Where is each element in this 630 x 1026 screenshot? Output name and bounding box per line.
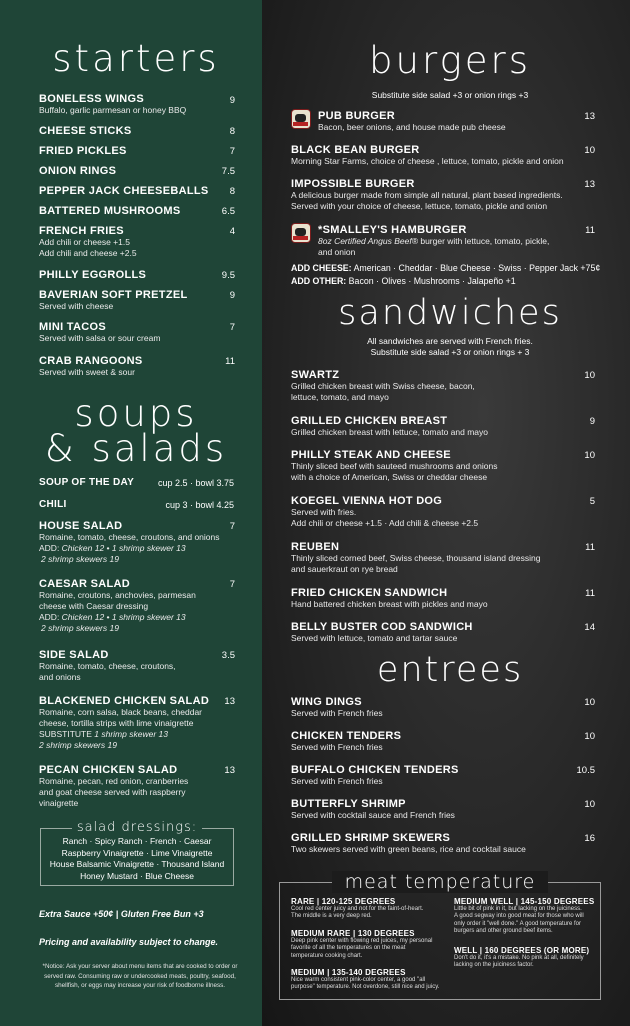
item-name: FRIED PICKLES: [39, 145, 127, 157]
pricing-note: Pricing and availability subject to change.: [39, 937, 219, 947]
item-name: CHICKEN TENDERS: [291, 730, 402, 742]
item-name: CAESAR SALAD: [39, 578, 130, 590]
add-options: 2 shrimp skewers 19: [39, 740, 117, 750]
item-price: 7: [229, 521, 235, 532]
meat-medium-rare: [291, 929, 443, 960]
menu-item: [291, 144, 564, 167]
item-desc: Grilled chicken breast with lettuce, tomato and mayo: [291, 427, 489, 437]
item-desc: lettuce, tomato, and mayo: [291, 392, 389, 402]
item-price: 9.5: [221, 270, 235, 281]
sandwiches-subtitle: [290, 336, 610, 358]
add-options: 2 shrimp skewers 19: [41, 554, 119, 564]
add-cheese-label: ADD CHEESE:: [291, 263, 352, 273]
item-desc: Served with cocktail sauce and French fries: [291, 810, 455, 820]
add-cheese-options: American · Cheddar · Blue Cheese · Swiss · Pepper Jack +75¢: [351, 263, 601, 273]
temp-heading: WELL | 160 DEGREES (OR MORE): [454, 946, 590, 955]
item-desc: and onion: [318, 247, 356, 257]
item-desc: Grilled chicken breast with Swiss cheese, bacon,: [291, 381, 475, 391]
temp-desc: Nice warm consistent pink-color center, a good "all: [291, 977, 426, 983]
item-price: 11: [225, 356, 235, 367]
item-desc: and sauerkraut on rye bread: [291, 564, 398, 574]
menu-item: [39, 520, 220, 565]
item-name: PECAN CHICKEN SALAD: [39, 764, 178, 776]
meat-medium-well: [454, 897, 599, 935]
item-price: 3.5: [221, 650, 235, 661]
item-desc: Bacon, beer onions, and house made pub cheese: [318, 122, 506, 132]
item-name: GRILLED CHICKEN BREAST: [291, 415, 448, 427]
item-price: 11: [585, 542, 595, 553]
item-name: *SMALLEY'S HAMBURGER: [318, 224, 467, 236]
item-desc: cheese, tortilla strips with lime vinaigrette: [39, 718, 194, 728]
subtitle-line: Substitute side salad +3 or onion rings + 3: [370, 347, 530, 357]
temp-desc: burgers and other ground beef items.: [454, 927, 553, 934]
item-price: 13: [584, 179, 595, 190]
item-name: FRENCH FRIES: [39, 225, 124, 237]
item-desc: Add chili or cheese +1.5 · Add chili & cheese +2.5: [291, 518, 479, 528]
entrees-heading: entrees: [376, 650, 524, 690]
dressings-list: [42, 836, 232, 882]
dressing-line: Ranch · Spicy Ranch · French · Caesar: [62, 836, 212, 846]
item-price: 10: [584, 731, 595, 742]
item-price: 9: [229, 95, 235, 106]
item-name: REUBEN: [291, 541, 340, 553]
notice-text: [30, 962, 250, 991]
item-desc: vinaigrette: [39, 798, 79, 808]
menu-item: [291, 449, 497, 483]
item-desc: Served with French fries: [291, 742, 383, 752]
item-name: PUB BURGER: [318, 110, 395, 122]
temp-desc: Little bit of pink in it, but lacking on the juiciness.: [454, 906, 582, 912]
item-desc-italic: 8oz Certified Angus Beef®: [318, 236, 418, 246]
item-price: 7.5: [221, 166, 235, 177]
item-desc: and goat cheese served with raspberry: [39, 787, 186, 797]
item-name: GRILLED SHRIMP SKEWERS: [291, 832, 451, 844]
item-price: 7: [229, 579, 235, 590]
item-price: 13: [224, 765, 235, 776]
item-name: PHILLY STEAK AND CHEESE: [291, 449, 451, 461]
salads-heading: & salads: [44, 427, 228, 470]
item-desc: Romaine, croutons, anchovies, parmesan: [39, 590, 196, 600]
dressing-line: House Balsamic Vinaigrette · Thousand Island: [49, 859, 225, 869]
item-name: BAVERIAN SOFT PRETZEL: [39, 289, 188, 301]
meat-medium: [291, 968, 443, 992]
menu-item: [39, 695, 209, 751]
item-desc: Romaine, corn salsa, black beans, cheddar: [39, 707, 203, 717]
menu-item: [291, 415, 488, 438]
certified-beef-logo: [291, 223, 311, 243]
temp-heading: MEDIUM WELL | 145-150 DEGREES: [454, 897, 595, 906]
menu-item: [291, 178, 563, 212]
item-price: 6.5: [221, 206, 235, 217]
item-desc: Served with lettuce, tomato and tartar sauce: [291, 633, 458, 643]
menu-item: [291, 832, 526, 855]
item-desc: Thinly sliced corned beef, Swiss cheese, thousand island dressing: [291, 553, 541, 563]
menu-item: [291, 730, 401, 753]
item-price: 10.5: [576, 765, 595, 776]
item-name: KOEGEL VIENNA HOT DOG: [291, 495, 443, 507]
item-price: 13: [584, 111, 595, 122]
item-desc: Romaine, tomato, cheese, croutons, and onions: [39, 532, 220, 542]
temp-heading: RARE | 120-125 DEGREES: [291, 897, 396, 906]
add-options: 1 shrimp skewer 13: [94, 729, 168, 739]
item-name: PEPPER JACK CHEESEBALLS: [39, 185, 209, 197]
item-name: BLACKENED CHICKEN SALAD: [39, 695, 210, 707]
burgers-subtitle: Substitute side salad +3 or onion rings +3: [371, 90, 529, 100]
item-desc: burger with lettuce, tomato, pickle,: [417, 236, 550, 246]
item-price: 10: [584, 697, 595, 708]
menu-item: [39, 289, 188, 312]
item-desc: Served with salsa or sour cream: [39, 333, 161, 343]
item-name: CRAB RANGOONS: [39, 355, 143, 367]
meat-temperature-title: meat temperature: [332, 871, 548, 893]
extra-sauce-note: Extra Sauce +50¢ | Gluten Free Bun +3: [39, 909, 204, 919]
starters-heading: starters: [52, 37, 220, 80]
item-name: BATTERED MUSHROOMS: [39, 205, 181, 217]
item-price: 4: [229, 226, 235, 237]
dressing-line: Honey Mustard · Blue Cheese: [80, 870, 194, 881]
add-other-label: ADD OTHER:: [291, 276, 347, 286]
certified-beef-logo: [291, 109, 311, 129]
menu-item: [39, 649, 176, 683]
item-name: HOUSE SALAD: [39, 520, 123, 532]
item-price: 13: [224, 696, 235, 707]
item-price: 10: [584, 145, 595, 156]
add-label: ADD:: [39, 543, 62, 553]
temp-heading: MEDIUM RARE | 130 DEGREES: [291, 929, 415, 938]
menu-item: [39, 355, 143, 378]
item-desc: Served with cheese: [39, 301, 114, 311]
item-name: WING DINGS: [291, 696, 362, 708]
item-name: PHILLY EGGROLLS: [39, 269, 147, 281]
add-cheese-line: [291, 263, 600, 273]
temp-desc: purpose" temperature. Not overdone, still nice and juicy.: [291, 984, 440, 991]
subtitle-line: All sandwiches are served with French fries.: [367, 336, 533, 346]
menu-item: [39, 764, 188, 809]
meat-rare: [291, 897, 443, 921]
temp-desc: The middle is a very deep red.: [291, 913, 372, 920]
menu-item: [291, 369, 475, 403]
dressings-title: salad dressings:: [72, 820, 202, 835]
item-desc: Thinly sliced beef with sauteed mushrooms and onions: [291, 461, 498, 471]
menu-item: [291, 798, 455, 821]
menu-item: [318, 224, 549, 258]
item-price: cup 3 · bowl 4.25: [165, 500, 234, 510]
item-name: CHEESE STICKS: [39, 125, 132, 137]
item-name: BUFFALO CHICKEN TENDERS: [291, 764, 459, 776]
item-price: 10: [584, 370, 595, 381]
menu-item: [291, 696, 383, 719]
meat-well: [454, 946, 599, 970]
temp-desc: favorite of all the temperatures on the meat: [291, 945, 406, 952]
item-desc: Add chili or cheese +1.5: [39, 237, 130, 247]
item-price: 7: [229, 322, 235, 333]
menu-item: [318, 110, 506, 133]
item-desc: cheese with Caesar dressing: [39, 601, 149, 611]
temp-desc: A good segway into good meat for those who will: [454, 913, 584, 920]
burgers-heading: burgers: [369, 39, 531, 82]
item-desc: Served with sweet & sour: [39, 367, 135, 377]
temp-desc: Deep pink center with flowing red juices, my personal: [291, 938, 433, 944]
item-desc: and onions: [39, 672, 81, 682]
item-price: 7: [229, 146, 235, 157]
item-name: ONION RINGS: [39, 165, 117, 177]
dressing-line: Raspberry Vinaigrette · Lime Vinaigrette: [61, 847, 213, 858]
temp-desc: lacking on the juiciness factor.: [454, 962, 534, 969]
soups-heading: soups: [74, 392, 198, 435]
item-name: FRIED CHICKEN SANDWICH: [291, 587, 448, 599]
menu-item: [291, 764, 459, 787]
item-desc: Romaine, tomato, cheese, croutons,: [39, 661, 176, 671]
item-desc: Served with your choice of cheese, lettuce, tomato, pickle and onion: [291, 201, 548, 211]
temp-desc: temperature cooking chart.: [291, 952, 363, 959]
item-name: SOUP OF THE DAY: [39, 477, 135, 488]
item-price: 10: [584, 799, 595, 810]
add-other-options: Bacon · Olives · Mushrooms · Jalapeño +1: [346, 276, 516, 286]
menu-item: [39, 321, 160, 344]
menu-item: [39, 578, 196, 634]
item-name: BLACK BEAN BURGER: [291, 144, 420, 156]
item-name: IMPOSSIBLE BURGER: [291, 178, 415, 190]
item-price: 11: [585, 225, 595, 236]
temp-heading: MEDIUM | 135-140 DEGREES: [291, 968, 406, 977]
add-options: Chicken 12 • 1 shrimp skewer 13: [61, 612, 186, 622]
item-desc: Add chili and cheese +2.5: [39, 248, 137, 258]
menu-item: [291, 587, 488, 610]
item-desc: Served with fries.: [291, 507, 357, 517]
menu-item: [291, 621, 473, 644]
sandwiches-heading: sandwiches: [338, 293, 562, 333]
menu-item: [39, 93, 186, 116]
item-price: 8: [229, 186, 235, 197]
item-name: SWARTZ: [291, 369, 340, 381]
item-desc: Morning Star Farms, choice of cheese , lettuce, tomato, pickle and onion: [291, 156, 564, 166]
item-name: CHILI: [39, 499, 67, 510]
add-other-line: [291, 276, 516, 286]
temp-desc: only order it "well done." A good temperature for: [454, 920, 581, 927]
temp-desc: Don't do it, it's a mistake. No pink at all, definitely: [454, 955, 584, 961]
item-price: 5: [589, 496, 595, 507]
add-label: ADD:: [39, 612, 62, 622]
item-desc: Two skewers served with green beans, rice and cocktail sauce: [291, 844, 526, 854]
item-desc: with a choice of American, Swiss or cheddar cheese: [291, 472, 488, 482]
item-price: 9: [229, 290, 235, 301]
add-options: 2 shrimp skewers 19: [41, 623, 119, 633]
item-price: 10: [584, 450, 595, 461]
item-desc: Served with French fries: [291, 776, 383, 786]
item-desc: Buffalo, garlic parmesan or honey BBQ: [39, 105, 187, 115]
item-name: BELLY BUSTER COD SANDWICH: [291, 621, 473, 633]
item-price: 14: [584, 622, 595, 633]
item-desc: A delicious burger made from simple all natural, plant based ingredients.: [291, 190, 563, 200]
add-options: Chicken 12 • 1 shrimp skewer 13: [61, 543, 186, 553]
notice-line: *Notice: Ask your server about menu items that are cooked to order or: [42, 963, 238, 970]
notice-line: shellfish, or eggs may increase your risk of foodborne illness.: [54, 982, 226, 989]
notice-line: served raw. Consuming raw or undercooked meats, poultry, seafood,: [44, 972, 236, 980]
item-name: BONELESS WINGS: [39, 93, 145, 105]
add-label: SUBSTITUTE: [39, 729, 95, 739]
item-price: 9: [589, 416, 595, 427]
item-desc: Romaine, pecan, red onion, cranberries: [39, 776, 189, 786]
menu-item: [291, 495, 478, 529]
menu-item: [291, 541, 540, 575]
item-desc: Hand battered chicken breast with pickles and mayo: [291, 599, 488, 609]
item-name: MINI TACOS: [39, 321, 106, 333]
item-price: 16: [584, 833, 595, 844]
item-price: 8: [229, 126, 235, 137]
temp-desc: Cool red center juicy and not for the faint-of-heart.: [291, 906, 424, 912]
menu-item: [39, 225, 137, 259]
item-price: cup 2.5 · bowl 3.75: [157, 478, 234, 488]
item-name: SIDE SALAD: [39, 649, 109, 661]
item-price: 11: [585, 588, 595, 599]
item-desc: Served with French fries: [291, 708, 383, 718]
item-name: BUTTERFLY SHRIMP: [291, 798, 406, 810]
